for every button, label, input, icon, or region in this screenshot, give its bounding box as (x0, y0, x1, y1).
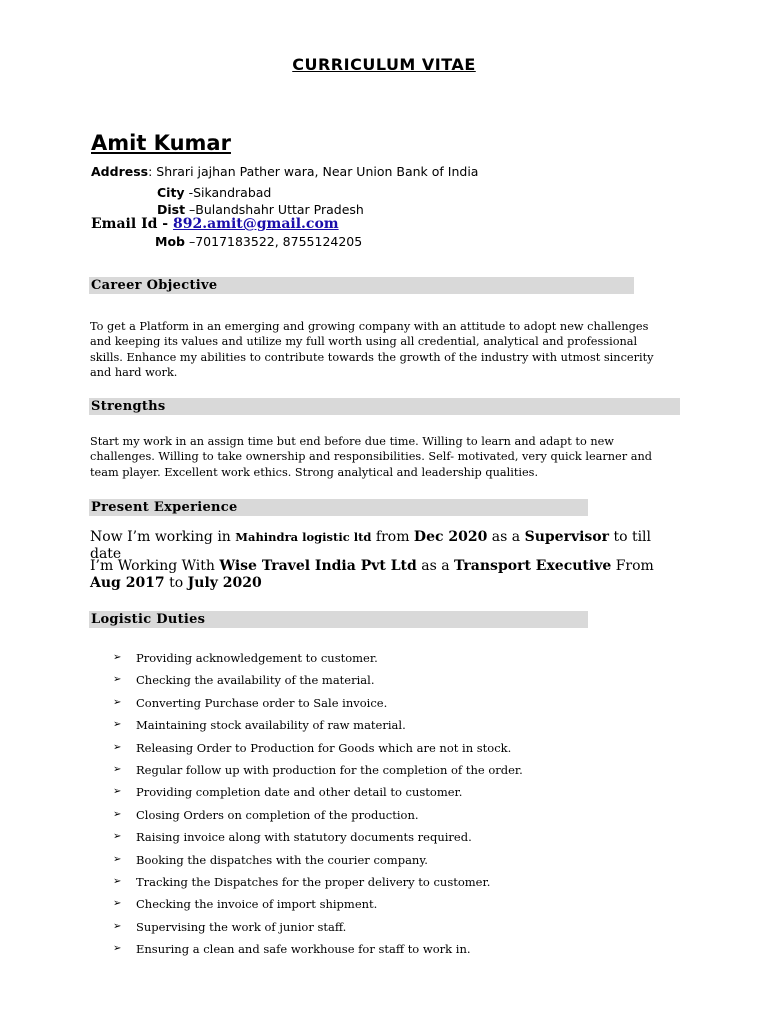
list-item (113, 739, 523, 761)
list-item (113, 716, 523, 738)
career-objective-text: To get a Platform in an emerging and growing company with an attitude to adopt new challenges and keeping its values and utilize my full worth using all credential, analytical and professional skills. Enhance my abilities to contribute towards the growth of the industry with utmost sincerity and hard work. (90, 320, 654, 379)
exp2-company: Wise Travel India Pvt Ltd (219, 558, 417, 574)
list-item (113, 895, 523, 917)
duty-text: Providing completion date and other detail to customer. (136, 785, 463, 800)
exp1-role: Supervisor (524, 529, 609, 545)
duty-text: Tracking the Dispatches for the proper delivery to customer. (136, 874, 491, 889)
duty-text: Checking the availability of the material. (136, 673, 375, 688)
arrow-bullet-icon: ➢ (113, 652, 122, 663)
strengths-heading: Strengths (89, 398, 680, 415)
district-value: –Bulandshahr Uttar Pradesh (185, 202, 364, 217)
arrow-bullet-icon: ➢ (113, 786, 122, 798)
arrow-bullet-icon: ➢ (113, 875, 122, 887)
list-item (113, 806, 523, 828)
city-value: -Sikandrabad (184, 185, 272, 200)
duty-text: Converting Purchase order to Sale invoice. (136, 695, 388, 710)
career-objective-heading: Career Objective (89, 277, 634, 294)
list-item (113, 783, 523, 805)
arrow-bullet-icon: ➢ (113, 853, 122, 865)
exp1-text-1: Now I’m working in (90, 529, 236, 545)
email-line (91, 216, 339, 232)
exp1-text-3: as a (487, 529, 525, 545)
strengths-text: Start my work in an assign time but end before due time. Willing to learn and adapt to new challenges. Willing to take ownership and responsibilities. Self- motivated, very quick learner and team player. Excellent work ethics. Strong analytical and leadership qualities. (90, 435, 652, 479)
exp1-text-4: to till date (90, 529, 652, 562)
district-line (157, 202, 364, 217)
exp2-text-1: I’m Working With (90, 558, 220, 574)
arrow-bullet-icon: ➢ (113, 719, 122, 731)
duty-text: Maintaining stock availability of raw material. (136, 718, 406, 733)
logistic-duties-list (113, 649, 523, 962)
exp2-from: Aug 2017 (90, 575, 165, 591)
exp1-date: Dec 2020 (413, 529, 488, 545)
duty-text: Booking the dispatches with the courier company. (136, 852, 428, 867)
exp2-to: July 2020 (187, 575, 262, 591)
list-item (113, 851, 523, 873)
duty-text: Supervising the work of junior staff. (136, 919, 347, 934)
list-item (113, 694, 523, 716)
present-experience-heading: Present Experience (89, 499, 588, 516)
exp1-text-2: from (371, 529, 414, 545)
list-item (113, 649, 523, 671)
list-item (113, 828, 523, 850)
arrow-bullet-icon: ➢ (113, 674, 122, 686)
exp2-text-2: as a (416, 558, 455, 574)
list-item (113, 761, 523, 783)
arrow-bullet-icon: ➢ (113, 763, 122, 775)
arrow-bullet-icon: ➢ (113, 696, 122, 708)
arrow-bullet-icon: ➢ (113, 808, 122, 820)
candidate-name: Amit Kumar (91, 131, 231, 155)
mobile-line (155, 234, 362, 249)
email-label: Email Id - (91, 216, 173, 232)
duty-text: Closing Orders on completion of the production. (136, 807, 419, 822)
mobile-label: Mob (155, 234, 185, 249)
city-label: City (157, 185, 185, 200)
list-item (113, 918, 523, 940)
exp2-role: Transport Executive (454, 558, 612, 574)
duty-text: Raising invoice along with statutory documents required. (136, 830, 472, 845)
arrow-bullet-icon: ➢ (113, 741, 122, 753)
list-item (113, 873, 523, 895)
address-label: Address (91, 164, 149, 179)
mobile-value: –7017183522, 8755124205 (184, 234, 363, 249)
duty-text: Ensuring a clean and safe workhouse for staff to work in. (136, 942, 471, 957)
email-link[interactable]: 892.amit@gmail.com (172, 216, 339, 232)
experience-previous (90, 558, 670, 592)
arrow-bullet-icon: ➢ (113, 943, 122, 955)
duty-text: Releasing Order to Production for Goods which are not in stock. (136, 740, 512, 755)
address-value: : Shrari jajhan Pather wara, Near Union Bank of India (148, 164, 479, 179)
district-label: Dist (157, 202, 186, 217)
city-line (157, 185, 271, 200)
duty-text: Providing acknowledgement to customer. (136, 651, 378, 665)
duty-text: Checking the invoice of import shipment. (136, 897, 378, 912)
list-item (113, 940, 523, 962)
exp2-text-3: From (611, 558, 654, 574)
address-line (91, 164, 478, 179)
arrow-bullet-icon: ➢ (113, 898, 122, 910)
exp1-company: Mahindra logistic ltd (235, 530, 372, 544)
logistic-duties-heading: Logistic Duties (89, 611, 588, 628)
arrow-bullet-icon: ➢ (113, 831, 122, 843)
list-item (113, 671, 523, 693)
exp2-text-4: to (164, 575, 188, 591)
arrow-bullet-icon: ➢ (113, 920, 122, 932)
document-title: CURRICULUM VITAE (292, 55, 476, 74)
duty-text: Regular follow up with production for the completion of the order. (136, 762, 523, 777)
